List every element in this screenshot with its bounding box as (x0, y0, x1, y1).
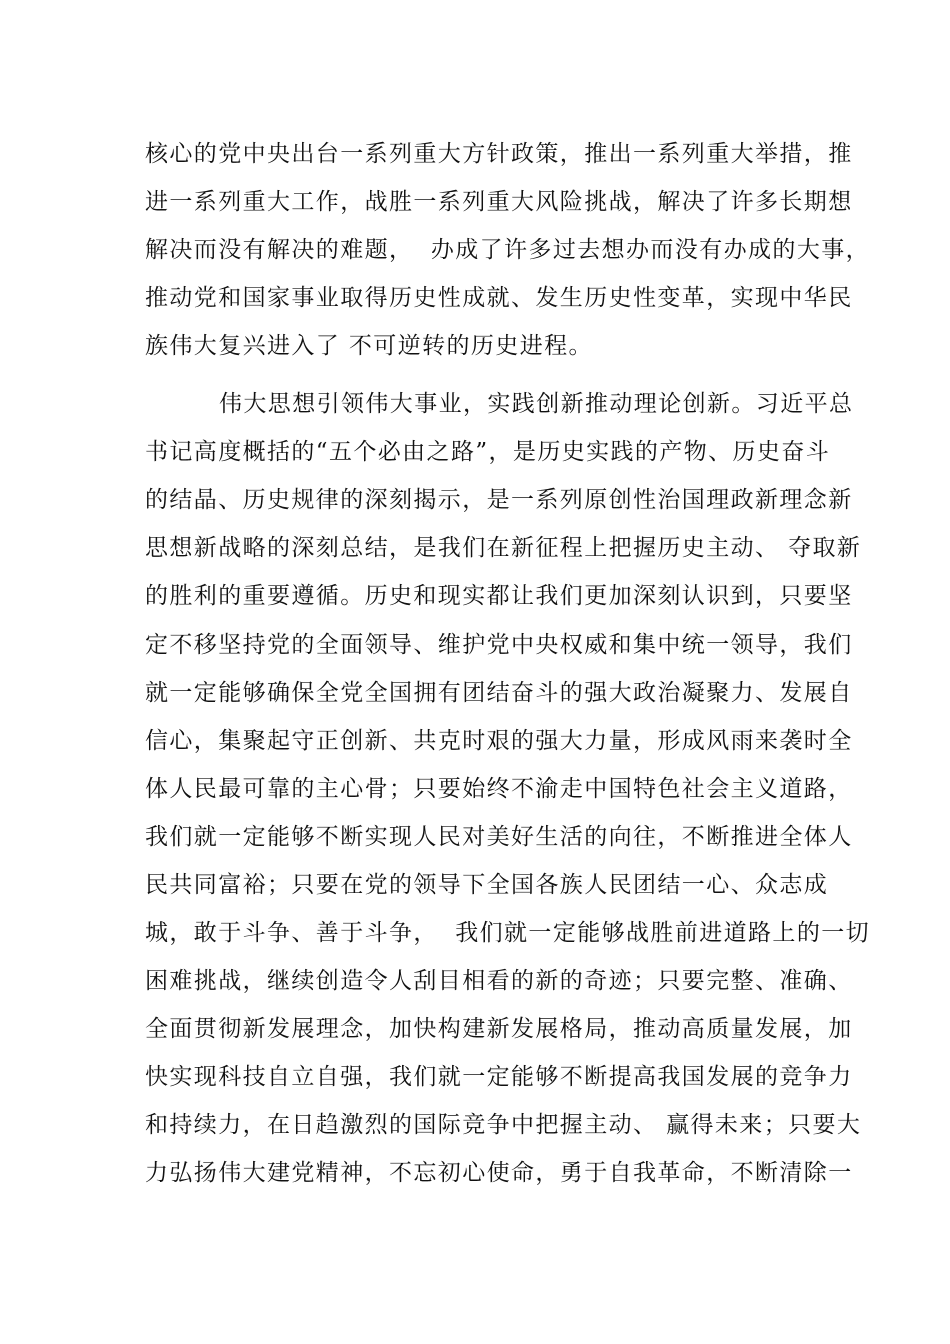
text-line: 城，敢于斗争、善于斗争， 我们就一定能够战胜前进道路上的一切 (145, 920, 871, 946)
text-line: 信心，集聚起守正创新、共克时艰的强大力量，形成风雨来袭时全 (145, 728, 853, 754)
text-line: 体人民最可靠的主心骨；只要始终不渝走中国特色社会主义道路， (145, 776, 853, 802)
text-line: 族伟大复兴进入了 不可逆转的历史进程。 (145, 333, 593, 359)
text-line: 的结晶、历史规律的深刻揭示，是一系列原创性治国理政新理念新 (145, 487, 853, 513)
text-line: 力弘扬伟大建党精神，不忘初心使命，勇于自我革命，不断清除一 (145, 1160, 853, 1186)
text-line: 伟大思想引领伟大事业，实践创新推动理论创新。习近平总 (219, 391, 854, 417)
text-line: 思想新战略的深刻总结，是我们在新征程上把握历史主动、 夺取新 (145, 535, 862, 561)
text-line: 的胜利的重要遵循。历史和现实都让我们更加深刻认识到，只要坚 (145, 583, 853, 609)
text-line: 进一系列重大工作，战胜一系列重大风险挑战，解决了许多长期想 (145, 189, 853, 215)
text-line: 我们就一定能够不断实现人民对美好生活的向往，不断推进全体人 (145, 824, 853, 850)
text-line: 和持续力，在日趋激烈的国际竞争中把握主动、 赢得未来；只要大 (145, 1112, 862, 1138)
text-line: 全面贯彻新发展理念，加快构建新发展格局，推动高质量发展，加 (145, 1016, 853, 1042)
text-line: 定不移坚持党的全面领导、维护党中央权威和集中统一领导，我们 (145, 632, 853, 658)
text-line: 快实现科技自立自强，我们就一定能够不断提高我国发展的竞争力 (145, 1064, 853, 1090)
text-line: 书记高度概括的“五个必由之路”，是历史实践的产物、历史奋斗 (145, 439, 831, 465)
text-line: 核心的党中央出台一系列重大方针政策，推出一系列重大举措，推 (145, 141, 853, 167)
text-line: 困难挑战，继续创造令人刮目相看的新的奇迹；只要完整、准确、 (145, 968, 853, 994)
text-line: 就一定能够确保全党全国拥有团结奋斗的强大政治凝聚力、发展自 (145, 680, 853, 706)
text-line: 解决而没有解决的难题， 办成了许多过去想办而没有办成的大事， (145, 237, 871, 263)
text-line: 推动党和国家事业取得历史性成就、发生历史性变革，实现中华民 (145, 285, 853, 311)
text-line: 民共同富裕；只要在党的领导下全国各族人民团结一心、众志成 (145, 872, 829, 898)
